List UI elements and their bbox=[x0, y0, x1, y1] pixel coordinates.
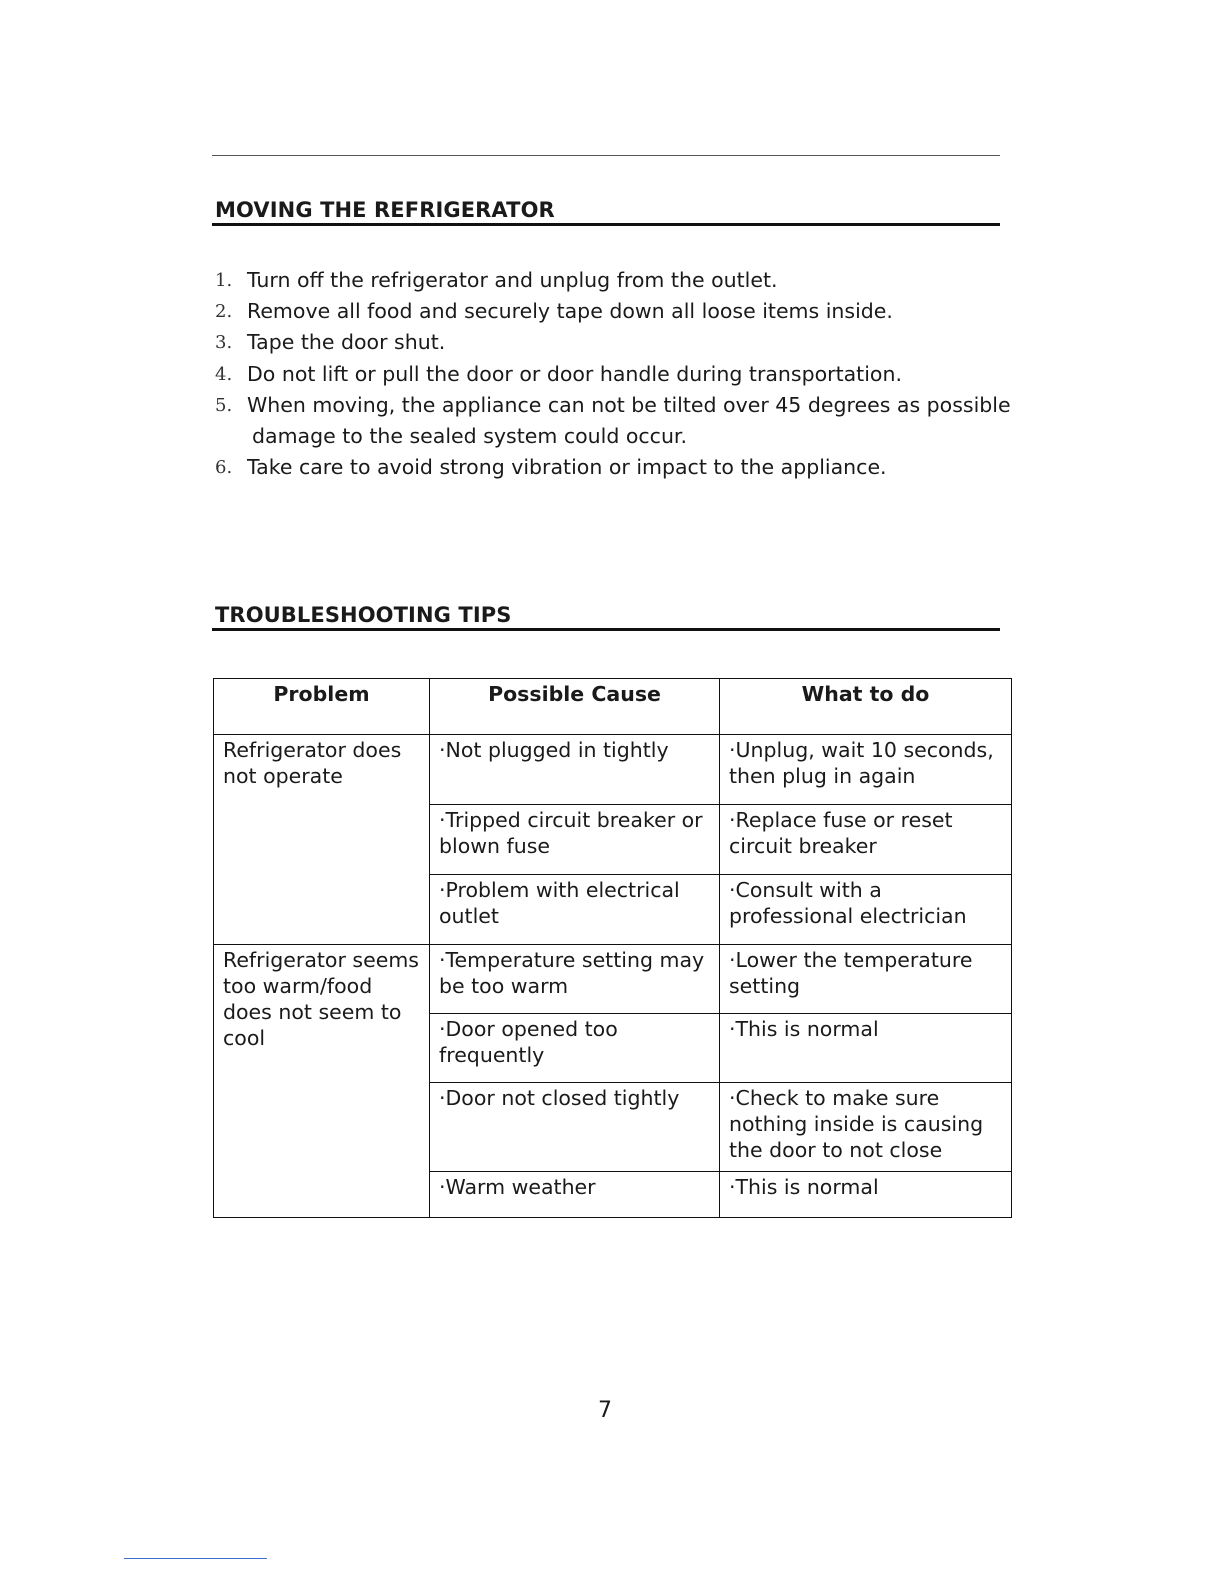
table-row bbox=[214, 735, 1012, 805]
header-what-to-do: What to do bbox=[720, 679, 1012, 735]
table-header-row bbox=[214, 679, 1012, 735]
cause-cell: ·Door opened too frequently bbox=[430, 1014, 720, 1083]
action-cell: ·Consult with a professional electrician bbox=[720, 875, 1012, 945]
step-text: When moving, the appliance can not be tilted over 45 degrees as possible bbox=[247, 392, 1011, 417]
step-text: Take care to avoid strong vibration or impact to the appliance. bbox=[247, 455, 887, 480]
table-row bbox=[214, 945, 1012, 1014]
action-cell: ·Unplug, wait 10 seconds, then plug in again bbox=[720, 735, 1012, 805]
cause-cell: ·Temperature setting may be too warm bbox=[430, 945, 720, 1014]
action-cell: ·This is normal bbox=[720, 1014, 1012, 1083]
page-number: 7 bbox=[598, 1398, 612, 1423]
cause-cell: ·Not plugged in tightly bbox=[430, 735, 720, 805]
step-text: Do not lift or pull the door or door handle during transportation. bbox=[247, 361, 902, 386]
list-item bbox=[212, 265, 1012, 296]
step-text-block bbox=[247, 390, 1012, 452]
problem-cell: Refrigerator seems too warm/food does not seem to cool bbox=[214, 945, 430, 1218]
step-text: Remove all food and securely tape down all loose items inside. bbox=[247, 299, 893, 324]
step-text: Tape the door shut. bbox=[247, 330, 446, 355]
header-possible-cause: Possible Cause bbox=[430, 679, 720, 735]
step-number: 3. bbox=[215, 332, 233, 354]
cause-cell: ·Door not closed tightly bbox=[430, 1083, 720, 1172]
moving-section-title: MOVING THE REFRIGERATOR bbox=[212, 198, 1000, 226]
header-problem: Problem bbox=[214, 679, 430, 735]
header-rule bbox=[212, 155, 1000, 156]
list-item bbox=[212, 296, 1012, 327]
cause-cell: ·Tripped circuit breaker or blown fuse bbox=[430, 805, 720, 875]
step-number: 6. bbox=[215, 457, 233, 479]
list-item bbox=[212, 327, 1012, 358]
cause-cell: ·Warm weather bbox=[430, 1172, 720, 1218]
action-cell: ·Lower the temperature setting bbox=[720, 945, 1012, 1014]
troubleshooting-table bbox=[213, 678, 1012, 1218]
list-item bbox=[212, 390, 1012, 452]
cause-cell: ·Problem with electrical outlet bbox=[430, 875, 720, 945]
action-cell: ·This is normal bbox=[720, 1172, 1012, 1218]
moving-steps-list bbox=[212, 265, 1012, 483]
step-number: 2. bbox=[215, 301, 233, 323]
step-number: 1. bbox=[215, 270, 233, 291]
footer-link-underline bbox=[124, 1558, 267, 1559]
problem-cell: Refrigerator does not operate bbox=[214, 735, 430, 945]
step-text-continuation: damage to the sealed system could occur. bbox=[252, 424, 687, 449]
action-cell: ·Replace fuse or reset circuit breaker bbox=[720, 805, 1012, 875]
list-item bbox=[212, 452, 1012, 483]
troubleshooting-section-title: TROUBLESHOOTING TIPS bbox=[212, 603, 1000, 631]
step-number: 5. bbox=[215, 394, 233, 416]
step-text: Turn off the refrigerator and unplug from the outlet. bbox=[247, 268, 778, 292]
list-item bbox=[212, 359, 1012, 390]
step-number: 4. bbox=[215, 363, 233, 385]
action-cell: ·Check to make sure nothing inside is causing the door to not close bbox=[720, 1083, 1012, 1172]
